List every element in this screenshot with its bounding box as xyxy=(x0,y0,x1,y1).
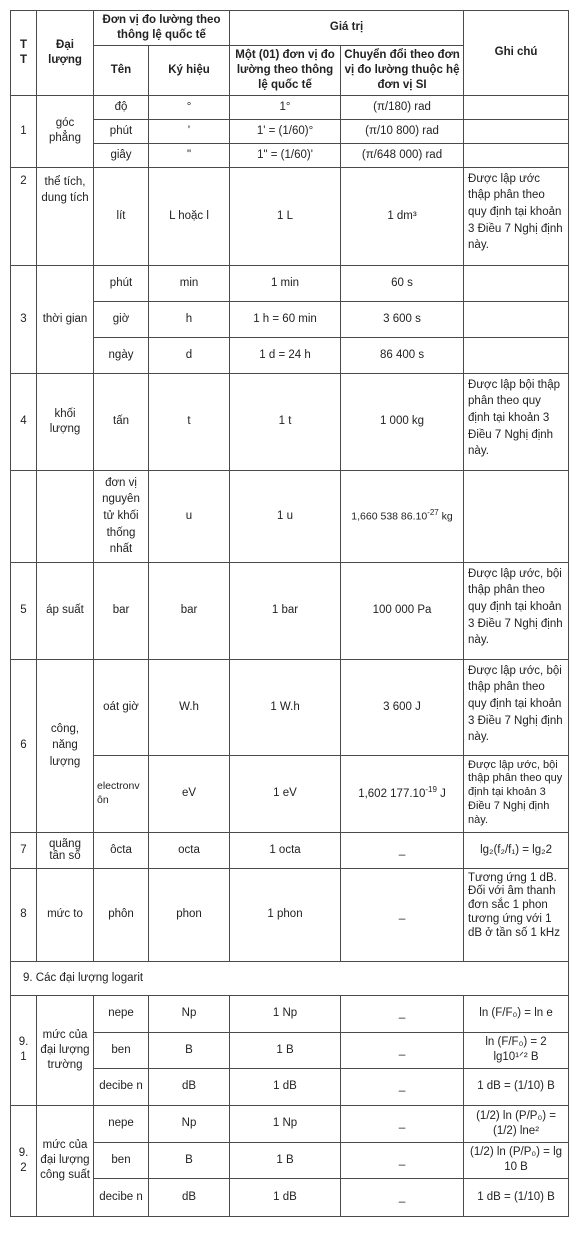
unit-name: ôcta xyxy=(94,832,149,868)
header-tt: T T xyxy=(11,11,37,96)
row-quantity: góc phẳng xyxy=(37,95,94,167)
value-intl: 1 t xyxy=(230,373,341,470)
unit-name: tấn xyxy=(94,373,149,470)
header-value-group: Giá trị xyxy=(230,11,464,46)
table-row xyxy=(11,301,569,337)
note-cell xyxy=(464,95,569,119)
header-unit-group: Đơn vị đo lường theo thông lệ quốc tế xyxy=(94,11,230,46)
value-si: (π/648 000) rad xyxy=(341,143,464,167)
unit-symbol: ° xyxy=(149,95,230,119)
value-intl: 1 Np xyxy=(230,1105,341,1142)
value-si-exponent: -19 xyxy=(425,785,437,795)
row-quantity: mức to xyxy=(37,868,94,961)
unit-name: bar xyxy=(94,562,149,659)
unit-name: decibe n xyxy=(94,1068,149,1105)
note-cell: ln (F/F₀) = ln e xyxy=(464,995,569,1032)
row-tt: 4 xyxy=(11,373,37,470)
row-tt: 2 xyxy=(11,167,37,265)
row-tt: 5 xyxy=(11,562,37,659)
note-cell xyxy=(464,143,569,167)
unit-name: phôn xyxy=(94,868,149,961)
unit-name: đơn vị nguyên tử khối thống nhất xyxy=(94,470,149,562)
value-si-base: 1,602 177.10 xyxy=(358,788,426,801)
note-cell: 1 dB = (1/10) B xyxy=(464,1068,569,1105)
unit-symbol: W.h xyxy=(149,659,230,755)
note-cell: Tương ứng 1 dB. Đối với âm thanh đơn sắc 1 phon tương ứng với 1 dB ở tần số 1 kHz xyxy=(464,868,569,961)
table-row xyxy=(11,1032,569,1068)
note-cell: Được lập ước, bội thập phân theo quy định tại khoản 3 Điều 7 Nghị định này. xyxy=(464,755,569,832)
value-si: (π/180) rad xyxy=(341,95,464,119)
section-title: 9. Các đại lượng logarit xyxy=(11,961,569,995)
header-name: Tên xyxy=(94,45,149,95)
row-quantity: thể tích, dung tích xyxy=(37,167,94,265)
unit-symbol: " xyxy=(149,143,230,167)
table-row xyxy=(11,470,569,562)
value-intl: 1° xyxy=(230,95,341,119)
value-si: 1 dm³ xyxy=(341,167,464,265)
note-cell: lg₂(f₂/f₁) = lg₂2 xyxy=(464,832,569,868)
unit-name: decibe n xyxy=(94,1178,149,1216)
table-row xyxy=(11,562,569,659)
row-quantity: khối lượng xyxy=(37,373,94,470)
value-si: (π/10 800) rad xyxy=(341,119,464,143)
note-cell: (1/2) ln (P/P₀) = lg 10 B xyxy=(464,1142,569,1178)
value-intl: 1' = (1/60)° xyxy=(230,119,341,143)
value-si: _ xyxy=(341,868,464,961)
value-si: 60 s xyxy=(341,265,464,301)
value-intl: 1 eV xyxy=(230,755,341,832)
value-intl: 1 B xyxy=(230,1032,341,1068)
value-si: _ xyxy=(341,995,464,1032)
value-intl: 1 min xyxy=(230,265,341,301)
unit-symbol: u xyxy=(149,470,230,562)
note-cell xyxy=(464,265,569,301)
unit-name: phút xyxy=(94,119,149,143)
note-cell: 1 dB = (1/10) B xyxy=(464,1178,569,1216)
value-si: 86 400 s xyxy=(341,337,464,373)
table-row xyxy=(11,1068,569,1105)
table-row xyxy=(11,1105,569,1142)
value-si: _ xyxy=(341,1142,464,1178)
unit-symbol: dB xyxy=(149,1068,230,1105)
row-tt: 3 xyxy=(11,265,37,373)
unit-name: ben xyxy=(94,1142,149,1178)
row-quantity: áp suất xyxy=(37,562,94,659)
note-cell: ln (F/F₀) = 2 lg10¹ᐟ² B xyxy=(464,1032,569,1068)
row-tt: 6 xyxy=(11,659,37,832)
table-row xyxy=(11,1178,569,1216)
unit-symbol: min xyxy=(149,265,230,301)
unit-name: nepe xyxy=(94,995,149,1032)
unit-name: giờ xyxy=(94,301,149,337)
unit-symbol: dB xyxy=(149,1178,230,1216)
table-row xyxy=(11,832,569,868)
unit-symbol: t xyxy=(149,373,230,470)
header-value-si: Chuyển đổi theo đơn vị đo lường thuộc hệ đơn vị SI xyxy=(341,45,464,95)
section-row xyxy=(11,961,569,995)
note-cell xyxy=(464,337,569,373)
table-row xyxy=(11,755,569,832)
table-row xyxy=(11,265,569,301)
note-cell xyxy=(464,470,569,562)
value-intl: 1 W.h xyxy=(230,659,341,755)
table-row xyxy=(11,373,569,470)
value-si: _ xyxy=(341,1178,464,1216)
row-tt: 8 xyxy=(11,868,37,961)
unit-symbol: Np xyxy=(149,995,230,1032)
value-intl: 1 h = 60 min xyxy=(230,301,341,337)
unit-name: giây xyxy=(94,143,149,167)
units-document xyxy=(10,10,569,1217)
unit-name: lít xyxy=(94,167,149,265)
value-intl: 1 octa xyxy=(230,832,341,868)
unit-name: ben xyxy=(94,1032,149,1068)
value-si: _ xyxy=(341,832,464,868)
value-si-exponent: -27 xyxy=(427,508,439,518)
value-intl: 1 L xyxy=(230,167,341,265)
value-intl: 1 Np xyxy=(230,995,341,1032)
table-row xyxy=(11,337,569,373)
value-intl: 1 bar xyxy=(230,562,341,659)
value-si-unit: J xyxy=(436,788,446,801)
value-si xyxy=(341,470,464,562)
value-intl: 1 dB xyxy=(230,1068,341,1105)
table-row xyxy=(11,167,569,265)
unit-symbol: octa xyxy=(149,832,230,868)
table-row xyxy=(11,95,569,119)
unit-symbol: B xyxy=(149,1032,230,1068)
unit-symbol: bar xyxy=(149,562,230,659)
table-row xyxy=(11,995,569,1032)
note-cell: (1/2) ln (P/P₀) = (1/2) lne² xyxy=(464,1105,569,1142)
value-si: 1 000 kg xyxy=(341,373,464,470)
row-quantity: thời gian xyxy=(37,265,94,373)
unit-symbol: d xyxy=(149,337,230,373)
value-intl: 1 u xyxy=(230,470,341,562)
row-tt: 7 xyxy=(11,832,37,868)
note-cell: Được lập ước, bội thập phân theo quy định tại khoản 3 Điều 7 Nghị định này. xyxy=(464,659,569,755)
table-row xyxy=(11,1142,569,1178)
unit-name: ngày xyxy=(94,337,149,373)
value-intl: 1 B xyxy=(230,1142,341,1178)
note-cell: Được lập bội thập phân theo quy định tại khoản 3 Điều 7 Nghị định này. xyxy=(464,373,569,470)
unit-symbol: B xyxy=(149,1142,230,1178)
row-quantity: công, năng lượng xyxy=(37,659,94,832)
row-tt xyxy=(11,470,37,562)
header-symbol: Ký hiệu xyxy=(149,45,230,95)
row-tt: 1 xyxy=(11,95,37,167)
unit-name: độ xyxy=(94,95,149,119)
unit-symbol: phon xyxy=(149,868,230,961)
value-si: _ xyxy=(341,1032,464,1068)
value-intl: 1 dB xyxy=(230,1178,341,1216)
row-quantity: quãng tần số xyxy=(37,832,94,868)
unit-symbol: L hoặc l xyxy=(149,167,230,265)
value-si-base: 1,660 538 86.10 xyxy=(351,510,428,523)
unit-name: oát giờ xyxy=(94,659,149,755)
table-row xyxy=(11,119,569,143)
unit-symbol: h xyxy=(149,301,230,337)
unit-name: nepe xyxy=(94,1105,149,1142)
value-intl: 1" = (1/60)' xyxy=(230,143,341,167)
row-quantity: mức của đại lượng trường xyxy=(37,995,94,1105)
table-row xyxy=(11,143,569,167)
header-note: Ghi chú xyxy=(464,11,569,96)
note-cell xyxy=(464,301,569,337)
value-si-unit: kg xyxy=(438,510,453,523)
row-tt: 9. 2 xyxy=(11,1105,37,1216)
unit-symbol: ' xyxy=(149,119,230,143)
header-quantity: Đại lượng xyxy=(37,11,94,96)
note-cell xyxy=(464,119,569,143)
value-si: _ xyxy=(341,1105,464,1142)
row-quantity xyxy=(37,470,94,562)
note-cell: Được lập ước thập phân theo quy định tại khoản 3 Điều 7 Nghị định này. xyxy=(464,167,569,265)
note-cell: Được lập ước, bội thập phân theo quy định tại khoản 3 Điều 7 Nghị định này. xyxy=(464,562,569,659)
unit-name: phút xyxy=(94,265,149,301)
value-si: _ xyxy=(341,1068,464,1105)
header-value-intl: Một (01) đơn vị đo lường theo thông lệ quốc tế xyxy=(230,45,341,95)
value-si: 3 600 s xyxy=(341,301,464,337)
row-tt: 9. 1 xyxy=(11,995,37,1105)
value-si xyxy=(341,755,464,832)
unit-name: electronv ôn xyxy=(94,755,149,832)
value-si: 100 000 Pa xyxy=(341,562,464,659)
value-intl: 1 d = 24 h xyxy=(230,337,341,373)
unit-symbol: eV xyxy=(149,755,230,832)
units-table xyxy=(10,10,569,1217)
table-header-row xyxy=(11,11,569,46)
value-intl: 1 phon xyxy=(230,868,341,961)
table-row xyxy=(11,868,569,961)
value-si: 3 600 J xyxy=(341,659,464,755)
unit-symbol: Np xyxy=(149,1105,230,1142)
table-row xyxy=(11,659,569,755)
row-quantity: mức của đại lượng công suất xyxy=(37,1105,94,1216)
